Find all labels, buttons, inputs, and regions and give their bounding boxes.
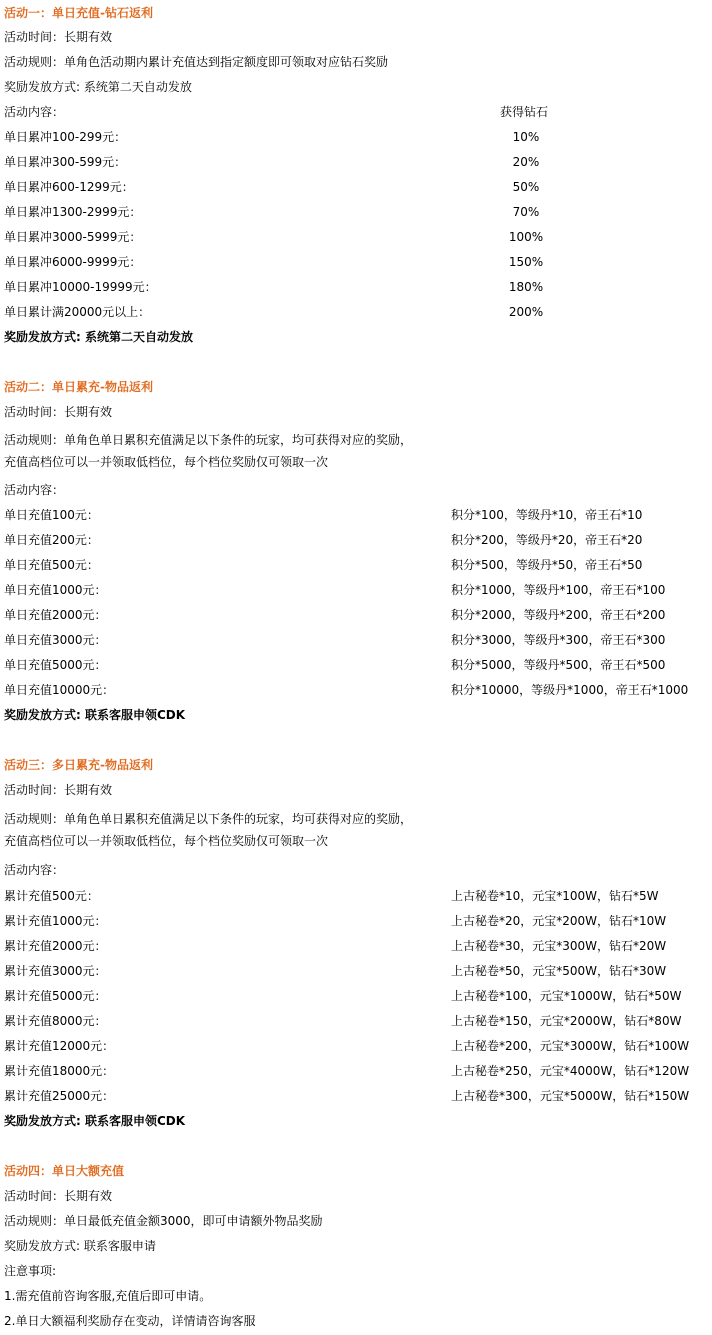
- activity1-title: 活动一：单日充值-钻石返利: [4, 6, 153, 20]
- activity1-time: 活动时间：长期有效: [4, 30, 113, 44]
- activity2-row-reward: 积分*1000，等级丹*100，帝王石*100: [451, 583, 666, 597]
- activity3-row-reward: 上古秘卷*200，元宝*3000W，钻石*100W: [451, 1039, 690, 1053]
- activity3-row-label: 累计充值25000元：: [4, 1089, 115, 1103]
- activity1-row-reward: 150%: [508, 255, 544, 269]
- activity3-title: 活动三：多日累充-物品返利: [4, 758, 153, 772]
- activity3-time: 活动时间：长期有效: [4, 783, 113, 797]
- activity2-row-label: 单日充值1000元：: [4, 583, 107, 597]
- activity4-title: 活动四：单日大额充值: [4, 1164, 125, 1178]
- activity2-rule-line2: 充值高档位可以一并领取低档位，每个档位奖励仅可领取一次: [4, 455, 329, 469]
- activity1-row-reward: 70%: [512, 205, 540, 219]
- activity1-row-label: 单日累冲600-1299元：: [4, 180, 134, 194]
- activity2-row-reward: 积分*200，等级丹*20，帝王石*20: [451, 533, 643, 547]
- activity2-row-reward: 积分*10000，等级丹*1000，帝王石*1000: [451, 683, 689, 697]
- activity1-row-reward: 200%: [508, 305, 544, 319]
- activity1-content-label: 活动内容：: [4, 105, 65, 119]
- activity1-row-label: 单日累计满20000元以上：: [4, 305, 151, 319]
- activity4-delivery: 奖励发放方式: 联系客服申请: [4, 1239, 156, 1253]
- activity2-row-reward: 积分*3000，等级丹*300，帝王石*300: [451, 633, 666, 647]
- activity4-rule: 活动规则：单日最低充值金额3000，即可申请额外物品奖励: [4, 1214, 323, 1228]
- activity1-row-label: 单日累冲100-299元：: [4, 130, 127, 144]
- activity2-row-reward: 积分*500，等级丹*50，帝王石*50: [451, 558, 643, 572]
- activity1-row-reward: 100%: [508, 230, 544, 244]
- activity3-row-reward: 上古秘卷*150，元宝*2000W，钻石*80W: [451, 1014, 682, 1028]
- activity2-row-reward: 积分*5000，等级丹*500，帝王石*500: [451, 658, 666, 672]
- activity2-delivery: 奖励发放方式: 联系客服申领CDK: [4, 708, 186, 722]
- activity2-time: 活动时间：长期有效: [4, 405, 113, 419]
- activity3-rule-line1: 活动规则：单角色单日累积充值满足以下条件的玩家，均可获得对应的奖励，: [4, 812, 413, 826]
- activity1-delivery: 奖励发放方式: 系统第二天自动发放: [4, 80, 192, 94]
- activity3-row-reward: 上古秘卷*10，元宝*100W，钻石*5W: [451, 889, 659, 903]
- activity1-row-label: 单日累冲1300-2999元：: [4, 205, 142, 219]
- activity1-row-reward: 180%: [508, 280, 544, 294]
- activity3-row-reward: 上古秘卷*30，元宝*300W，钻石*20W: [451, 939, 667, 953]
- activity3-row-label: 累计充值12000元：: [4, 1039, 115, 1053]
- activity2-row-label: 单日充值100元：: [4, 508, 99, 522]
- activity1-row-reward: 50%: [512, 180, 540, 194]
- activity3-row-label: 累计充值3000元：: [4, 964, 107, 978]
- activity2-title: 活动二：单日累充-物品返利: [4, 380, 153, 394]
- activity1-row-reward: 10%: [512, 130, 540, 144]
- activity3-rule-line2: 充值高档位可以一并领取低档位，每个档位奖励仅可领取一次: [4, 834, 329, 848]
- activity3-row-reward: 上古秘卷*20，元宝*200W，钻石*10W: [451, 914, 667, 928]
- activity2-row-label: 单日充值200元：: [4, 533, 99, 547]
- activity3-row-label: 累计充值1000元：: [4, 914, 107, 928]
- activity3-row-label: 累计充值8000元：: [4, 1014, 107, 1028]
- activity3-content-label: 活动内容：: [4, 863, 65, 877]
- activity3-row-reward: 上古秘卷*100，元宝*1000W，钻石*50W: [451, 989, 682, 1003]
- activity2-rule-line1: 活动规则：单角色单日累积充值满足以下条件的玩家，均可获得对应的奖励，: [4, 433, 413, 447]
- activity4-note-1: 1.需充值前咨询客服,充值后即可申请。: [4, 1289, 212, 1303]
- activity3-row-reward: 上古秘卷*250，元宝*4000W，钻石*120W: [451, 1064, 690, 1078]
- activity1-column-header: 获得钻石: [500, 105, 549, 119]
- activity2-row-label: 单日充值2000元：: [4, 608, 107, 622]
- activity2-row-label: 单日充值500元：: [4, 558, 99, 572]
- activity1-row-label: 单日累冲300-599元：: [4, 155, 127, 169]
- activity1-delivery-footer: 奖励发放方式: 系统第二天自动发放: [4, 330, 193, 344]
- activity1-row-label: 单日累冲10000-19999元：: [4, 280, 157, 294]
- activity4-note-2: 2.单日大额福利奖励存在变动，详情请咨询客服: [4, 1314, 256, 1328]
- activity1-row-label: 单日累冲3000-5999元：: [4, 230, 142, 244]
- activity4-time: 活动时间：长期有效: [4, 1189, 113, 1203]
- activity3-row-reward: 上古秘卷*50，元宝*500W，钻石*30W: [451, 964, 667, 978]
- activity1-rule: 活动规则：单角色活动期内累计充值达到指定额度即可领取对应钻石奖励: [4, 55, 389, 69]
- activity3-row-reward: 上古秘卷*300，元宝*5000W，钻石*150W: [451, 1089, 690, 1103]
- activity3-row-label: 累计充值2000元：: [4, 939, 107, 953]
- activity3-row-label: 累计充值18000元：: [4, 1064, 115, 1078]
- activity3-delivery: 奖励发放方式: 联系客服申领CDK: [4, 1114, 186, 1128]
- activity2-row-label: 单日充值10000元：: [4, 683, 115, 697]
- activity2-content-label: 活动内容：: [4, 483, 65, 497]
- activity4-notes-label: 注意事项:: [4, 1264, 57, 1278]
- activity1-row-reward: 20%: [512, 155, 540, 169]
- activity1-row-label: 单日累冲6000-9999元：: [4, 255, 142, 269]
- activity3-row-label: 累计充值5000元：: [4, 989, 107, 1003]
- activity2-row-label: 单日充值3000元：: [4, 633, 107, 647]
- activity3-row-label: 累计充值500元：: [4, 889, 99, 903]
- activity2-row-reward: 积分*100，等级丹*10，帝王石*10: [451, 508, 643, 522]
- activity2-row-reward: 积分*2000，等级丹*200，帝王石*200: [451, 608, 666, 622]
- activity2-row-label: 单日充值5000元：: [4, 658, 107, 672]
